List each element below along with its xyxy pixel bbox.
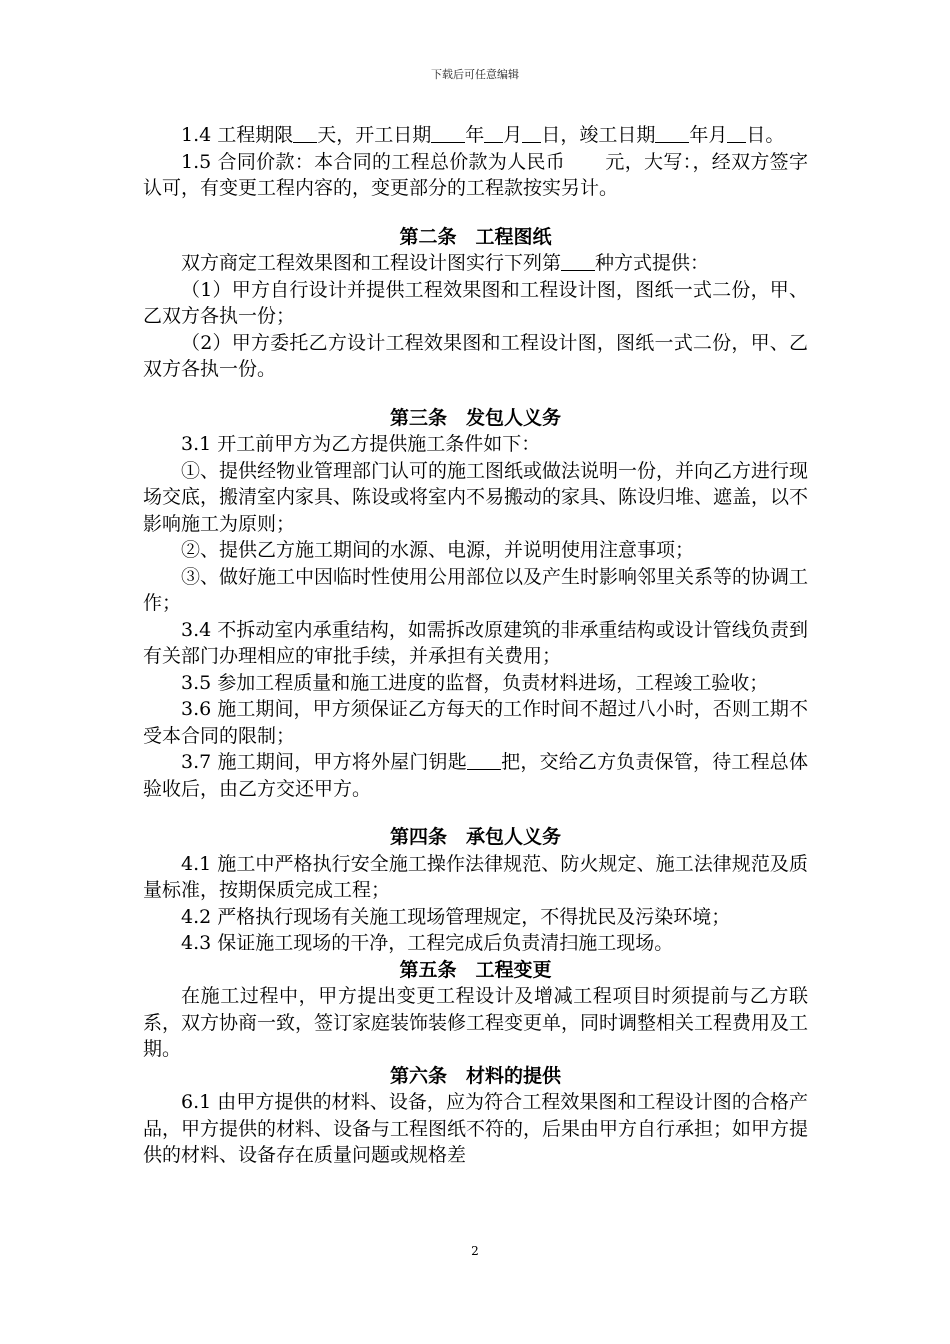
clause-3-1-item-2: ②、提供乙方施工期间的水源、电源，并说明使用注意事项； (181, 539, 695, 561)
clause-1-4-text: 日。 (746, 124, 785, 146)
clause-1-4-text: 月 (503, 124, 523, 146)
section-5-title: 第五条 工程变更 (399, 958, 552, 981)
blank-field (484, 123, 503, 143)
document-body (143, 122, 808, 1169)
section-3-title: 第三条 发包人义务 (389, 406, 561, 429)
clause-4-2: 4.2 严格执行现场有关施工现场管理规定，不得扰民及污染环境； (181, 905, 731, 928)
blank-field (467, 750, 501, 770)
clause-3-6: 3.6 施工期间，甲方须保证乙方每天的工作时间不超过八小时，否则工期不受本合同的限制； (143, 698, 808, 747)
clause-1-5-text: 元，大写：，经双方签字认可，有变更工程内容的，变更部分的工程款按实另计。 (143, 150, 808, 199)
section-5-text: 在施工过程中，甲方提出变更工程设计及增减工程项目时须提前与乙方联系，双方协商一致，签订家庭装饰装修工程变更单，同时调整相关工程费用及工期。 (143, 985, 809, 1060)
clause-3-4: 3.4 不拆动室内承重结构，如需拆改原建筑的非承重结构或设计管线负责到有关部门办理相应的审批手续，并承担有关费用； (143, 618, 808, 667)
section-4-title: 第四条 承包人义务 (389, 826, 561, 848)
section-2-intro (143, 250, 808, 277)
clause-1-4-text: 1.4 工程期限 (181, 124, 294, 146)
blank-field (431, 123, 465, 143)
section-2-intro-text: 双方商定工程效果图和工程设计图实行下列第 (181, 252, 562, 274)
clause-1-4-text: 天，开工日期 (317, 124, 432, 146)
clause-1-4-text: 年 (465, 124, 485, 146)
clause-1-5 (143, 149, 808, 202)
clause-6-1: 6.1 由甲方提供的材料、设备，应为符合工程效果图和工程设计图的合格产品，甲方提供的材料、设备与工程图纸不符的，后果由甲方自行承担；如甲方提供的材料、设备存在质量问题或规格差 (143, 1091, 809, 1166)
section-2-option-2: （2）甲方委托乙方设计工程效果图和工程设计图，图纸一式二份，甲、乙双方各执一份。 (143, 331, 808, 380)
section-6-title: 第六条 材料的提供 (389, 1064, 561, 1087)
blank-field (293, 123, 317, 143)
clause-4-1: 4.1 施工中严格执行安全施工操作法律规范、防火规定、施工法律规范及质量标准，按期保质完成工程； (143, 852, 808, 901)
clause-3-1-item-1: ①、提供经物业管理部门认可的施工图纸或做法说明一份，并向乙方进行现场交底，搬清室内家具、陈设或将室内不易搬动的家具、陈设归堆、遮盖，以不影响施工为原则； (143, 459, 809, 535)
section-2-title: 第二条 工程图纸 (399, 225, 552, 248)
clause-1-4-text: 年月 (689, 124, 728, 146)
page-number: 2 (471, 1244, 479, 1258)
page-header: 下载后可任意编辑 (431, 68, 519, 81)
section-2-option-1: （1）甲方自行设计并提供工程效果图和工程设计图，图纸一式二份，甲、乙双方各执一份； (143, 278, 808, 327)
clause-3-5: 3.5 参加工程质量和施工进度的监督，负责材料进场，工程竣工验收； (181, 671, 769, 694)
blank-field (561, 251, 595, 271)
clause-1-4-text: 日，竣工日期 (541, 124, 656, 146)
clause-4-3: 4.3 保证施工现场的干净，工程完成后负责清扫施工现场。 (181, 932, 674, 954)
clause-1-5-text: 1.5 合同价款：本合同的工程总价款为人民币 (181, 150, 566, 173)
clause-3-1-item-3: ③、做好施工中因临时性使用公用部位以及产生时影响邻里关系等的协调工作； (143, 565, 809, 614)
clause-3-1: 3.1 开工前甲方为乙方提供施工条件如下： (181, 433, 541, 455)
blank-field (727, 123, 746, 143)
clause-3-7-text: 3.7 施工期间，甲方将外屋门钥匙 (181, 751, 467, 773)
blank-field (655, 123, 689, 143)
blank-field (522, 123, 541, 143)
clause-3-7-text: 把，交给乙方负责保管，待工程总体验收后，由乙方交还甲方。 (143, 751, 808, 800)
section-2-intro-text: 种方式提供： (595, 252, 710, 274)
clause-1-4 (143, 122, 808, 149)
clause-3-7 (143, 749, 808, 802)
